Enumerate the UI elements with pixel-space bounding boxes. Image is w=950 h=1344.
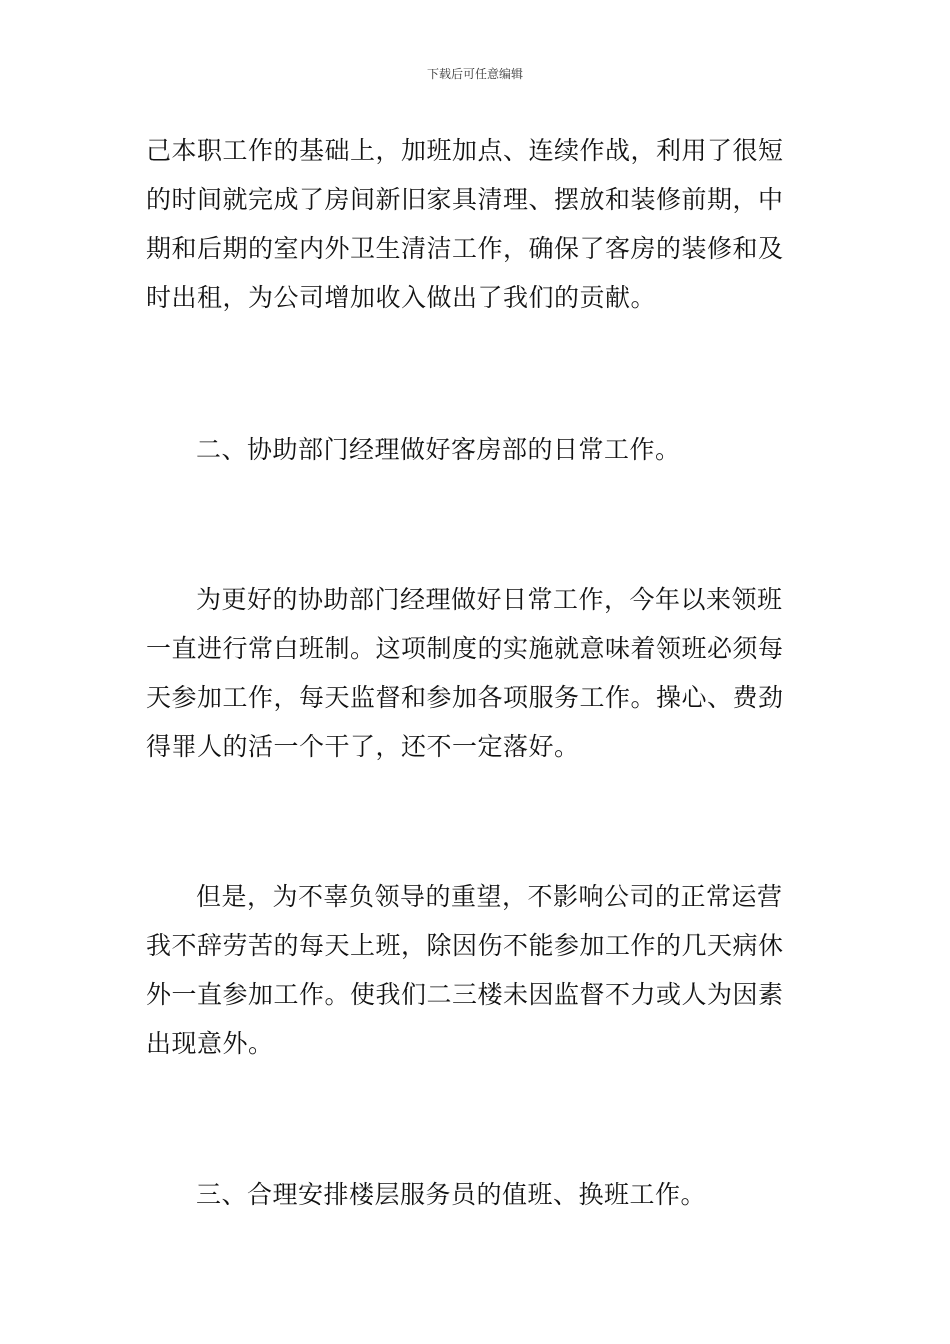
paragraph-line: 得罪人的活一个干了，还不一定落好。 xyxy=(146,732,580,761)
paragraph-line: 为更好的协助部门经理做好日常工作，今年以来领班 xyxy=(196,585,783,614)
paragraph-line: 天参加工作，每天监督和参加各项服务工作。操心、费劲 xyxy=(146,683,784,712)
page-header: 下载后可任意编辑 xyxy=(426,67,523,81)
section-heading-3 xyxy=(146,1170,810,1219)
paragraph-line: 我不辞劳苦的每天上班，除因伤不能参加工作的几天病休 xyxy=(146,931,784,960)
paragraph-line: 出现意外。 xyxy=(146,1029,274,1058)
paragraph-3 xyxy=(146,872,810,1068)
paragraph-line: 一直进行常白班制。这项制度的实施就意味着领班必须每 xyxy=(146,634,784,663)
paragraph-line: 外一直参加工作。使我们二三楼未因监督不力或人为因素 xyxy=(146,980,784,1009)
heading-line: 二、协助部门经理做好客房部的日常工作。 xyxy=(196,435,681,464)
paragraph-2 xyxy=(146,575,810,771)
paragraph-line: 期和后期的室内外卫生清洁工作，确保了客房的装修和及 xyxy=(146,234,784,263)
paragraph-line: 时出租，为公司增加收入做出了我们的贡献。 xyxy=(146,283,657,312)
paragraph-line: 但是，为不辜负领导的重望，不影响公司的正常运营 xyxy=(196,882,783,911)
section-heading-2 xyxy=(146,425,810,474)
paragraph-line: 的时间就完成了房间新旧家具清理、摆放和装修前期，中 xyxy=(146,185,784,214)
heading-line: 三、合理安排楼层服务员的值班、换班工作。 xyxy=(196,1180,707,1209)
paragraph-line: 己本职工作的基础上，加班加点、连续作战，利用了很短 xyxy=(146,136,784,165)
paragraph-1 xyxy=(146,126,810,322)
